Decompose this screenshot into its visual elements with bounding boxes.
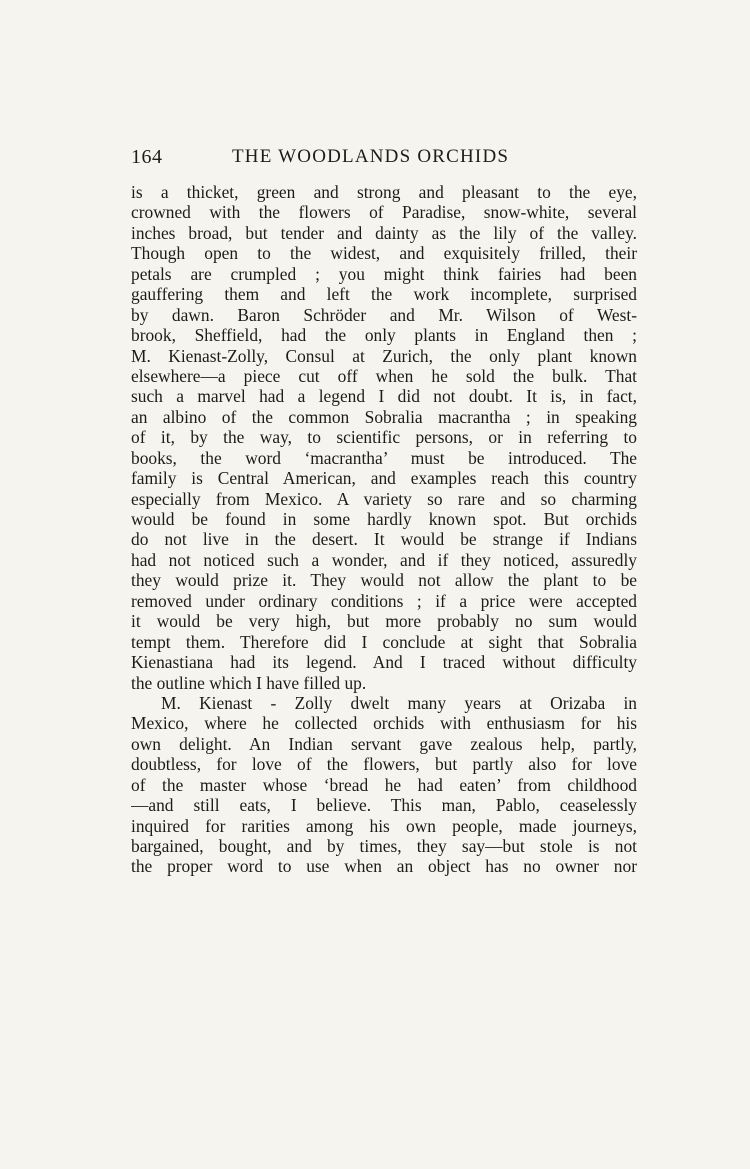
text-line: the outline which I have filled up.	[131, 672, 367, 693]
text-line: bargained, bought, and by times, they say—but stole is not	[131, 836, 637, 856]
text-line: had not noticed such a wonder, and if they noticed, assuredly	[131, 549, 637, 570]
text-line: family is Central American, and examples reach this country	[131, 468, 637, 489]
text-line: inches broad, but tender and dainty as the lily of the valley.	[131, 222, 637, 243]
paragraph-2	[131, 693, 637, 877]
text-line: M. Kienast - Zolly dwelt many years at Orizaba in	[161, 692, 637, 713]
text-line: Mexico, where he collected orchids with enthusiasm for his	[131, 713, 637, 734]
text-line: —and still eats, I believe. This man, Pablo, ceaselessly	[131, 795, 637, 816]
text-line: of the master whose ‘bread he had eaten’ from childhood	[131, 774, 637, 795]
text-line: Though open to the widest, and exquisitely frilled, their	[131, 243, 637, 264]
body-text	[131, 182, 637, 877]
text-line: inquired for rarities among his own people, made journeys,	[131, 815, 637, 836]
running-title: THE WOODLANDS ORCHIDS	[232, 146, 510, 167]
page-number: 164	[131, 146, 163, 168]
text-line: the proper word to use when an object has no owner nor	[131, 856, 637, 877]
text-line: is a thicket, green and strong and pleasant to the eye,	[131, 182, 637, 202]
text-line: petals are crumpled ; you might think fairies had been	[131, 263, 637, 284]
text-line: gauffering them and left the work incomplete, surprised	[131, 284, 637, 305]
text-line: books, the word ‘macrantha’ must be introduced. The	[131, 447, 637, 468]
text-line: doubtless, for love of the flowers, but partly also for love	[131, 754, 637, 775]
text-line: crowned with the flowers of Paradise, snow-white, several	[131, 202, 637, 223]
text-line: especially from Mexico. A variety so rare and so charming	[131, 488, 637, 509]
text-line: tempt them. Therefore did I conclude at sight that Sobralia	[131, 631, 637, 652]
text-line: removed under ordinary conditions ; if a price were accepted	[131, 590, 637, 611]
text-line: brook, Sheffield, had the only plants in England then ;	[131, 325, 637, 346]
text-line: own delight. An Indian servant gave zealous help, partly,	[131, 733, 637, 754]
text-line: would be found in some hardly known spot. But orchids	[131, 509, 637, 529]
text-line: an albino of the common Sobralia macrantha ; in speaking	[131, 406, 637, 427]
text-line: such a marvel had a legend I did not doubt. It is, in fact,	[131, 386, 637, 407]
text-line: M. Kienast-Zolly, Consul at Zurich, the only plant known	[131, 345, 637, 366]
text-line: by dawn. Baron Schröder and Mr. Wilson of West-	[131, 304, 637, 325]
text-line: they would prize it. They would not allow the plant to be	[131, 570, 637, 591]
text-line: do not live in the desert. It would be strange if Indians	[131, 529, 637, 550]
text-line: Kienastiana had its legend. And I traced without difficulty	[131, 652, 637, 673]
running-header	[131, 146, 637, 172]
paragraph-1	[131, 182, 637, 693]
text-line: of it, by the way, to scientific persons, or in referring to	[131, 427, 637, 448]
text-line: it would be very high, but more probably no sum would	[131, 611, 637, 632]
text-line: elsewhere—a piece cut off when he sold the bulk. That	[131, 365, 637, 386]
